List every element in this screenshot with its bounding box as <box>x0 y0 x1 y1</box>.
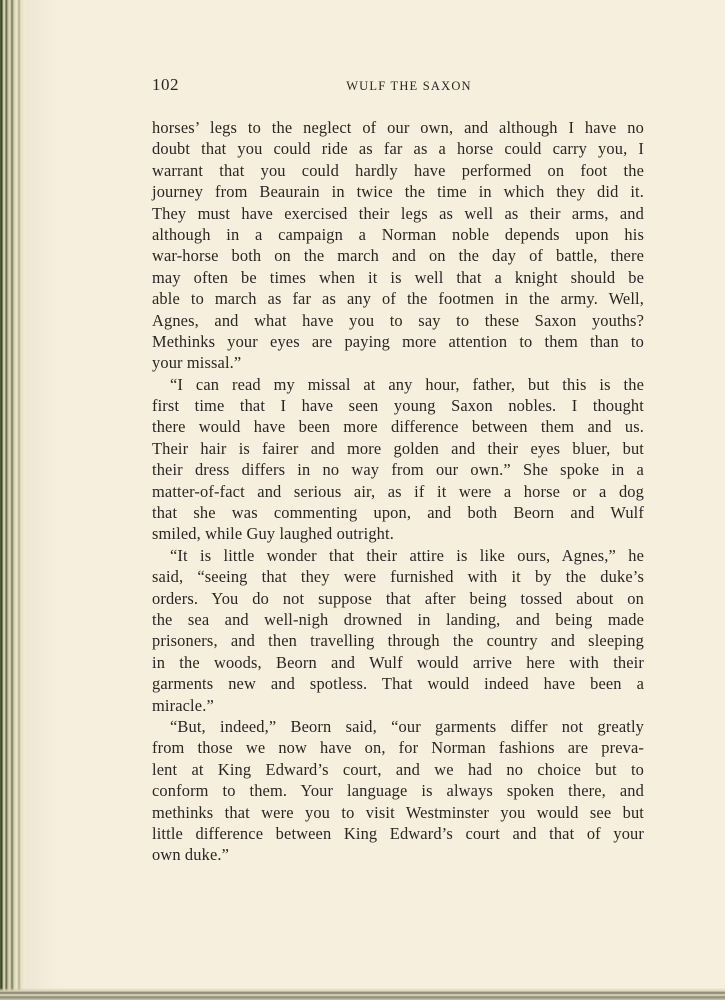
body-text <box>152 117 644 866</box>
text-line: Methinks your eyes are paying more attention to them than to <box>152 331 644 351</box>
text-line: first time that I have seen young Saxon nobles. I thought <box>152 396 644 416</box>
text-line: Their hair is fairer and more golden and their eyes bluer, but <box>152 438 644 458</box>
running-head: WULF THE SAXON <box>346 79 472 93</box>
text-line: war-horse both on the march and on the day of battle, there <box>152 246 644 266</box>
text-line: although in a campaign a Norman noble depends upon his <box>152 224 644 244</box>
text-line: may often be times when it is well that a knight should be <box>152 267 644 287</box>
text-line: their dress differs in no way from our own.” She spoke in a <box>152 460 644 480</box>
text-line: there would have been more difference between them and us. <box>152 417 644 437</box>
text-line: little difference between King Edward’s court and that of your <box>152 823 644 843</box>
text-line: garments new and spotless. That would indeed have been a <box>152 674 644 694</box>
text-line: “But, indeed,” Beorn said, “our garments differ not greatly <box>170 716 644 736</box>
text-line: prisoners, and then travelling through the country and sleeping <box>152 631 644 651</box>
text-line: lent at King Edward’s court, and we had no choice but to <box>152 759 644 779</box>
page-number: 102 <box>152 75 179 94</box>
page-edge <box>0 988 725 1000</box>
text-line: your missal.” <box>152 353 242 373</box>
text-line: orders. You do not suppose that after being tossed about on <box>152 588 644 608</box>
text-line: said, “seeing that they were furnished with it by the duke’s <box>152 567 644 587</box>
text-line: matter-of-fact and serious air, as if it were a horse or a dog <box>152 481 644 501</box>
text-line: They must have exercised their legs as well as their arms, and <box>152 203 644 223</box>
text-line: smiled, while Guy laughed outright. <box>152 524 394 544</box>
text-line: from those we now have on, for Norman fashions are preva- <box>152 738 644 758</box>
text-line: doubt that you could ride as far as a horse could carry you, I <box>152 139 644 159</box>
text-line: own duke.” <box>152 845 230 865</box>
text-line: Agnes, and what have you to say to these Saxon youths? <box>152 310 644 330</box>
text-line: “It is little wonder that their attire is like ours, Agnes,” he <box>170 545 644 565</box>
text-line: horses’ legs to the neglect of our own, and although I have no <box>152 118 644 137</box>
text-line: “I can read my missal at any hour, father, but this is the <box>170 374 644 394</box>
text-line: conform to them. Your language is always spoken there, and <box>152 781 644 801</box>
text-line: miracle.” <box>152 695 214 715</box>
book-binding <box>0 0 26 1000</box>
text-line: able to march as far as any of the footmen in the army. Well, <box>152 289 644 309</box>
text-line: in the woods, Beorn and Wulf would arrive here with their <box>152 652 644 672</box>
text-line: warrant that you could hardly have performed on foot the <box>152 160 644 180</box>
text-line: the sea and well-nigh drowned in landing, and being made <box>152 609 644 629</box>
text-line: methinks that were you to visit Westminster you would see but <box>152 802 644 822</box>
text-line: journey from Beaurain in twice the time in which they did it. <box>152 182 644 202</box>
page-header <box>152 75 644 99</box>
text-line: that she was commenting upon, and both Beorn and Wulf <box>152 503 644 523</box>
